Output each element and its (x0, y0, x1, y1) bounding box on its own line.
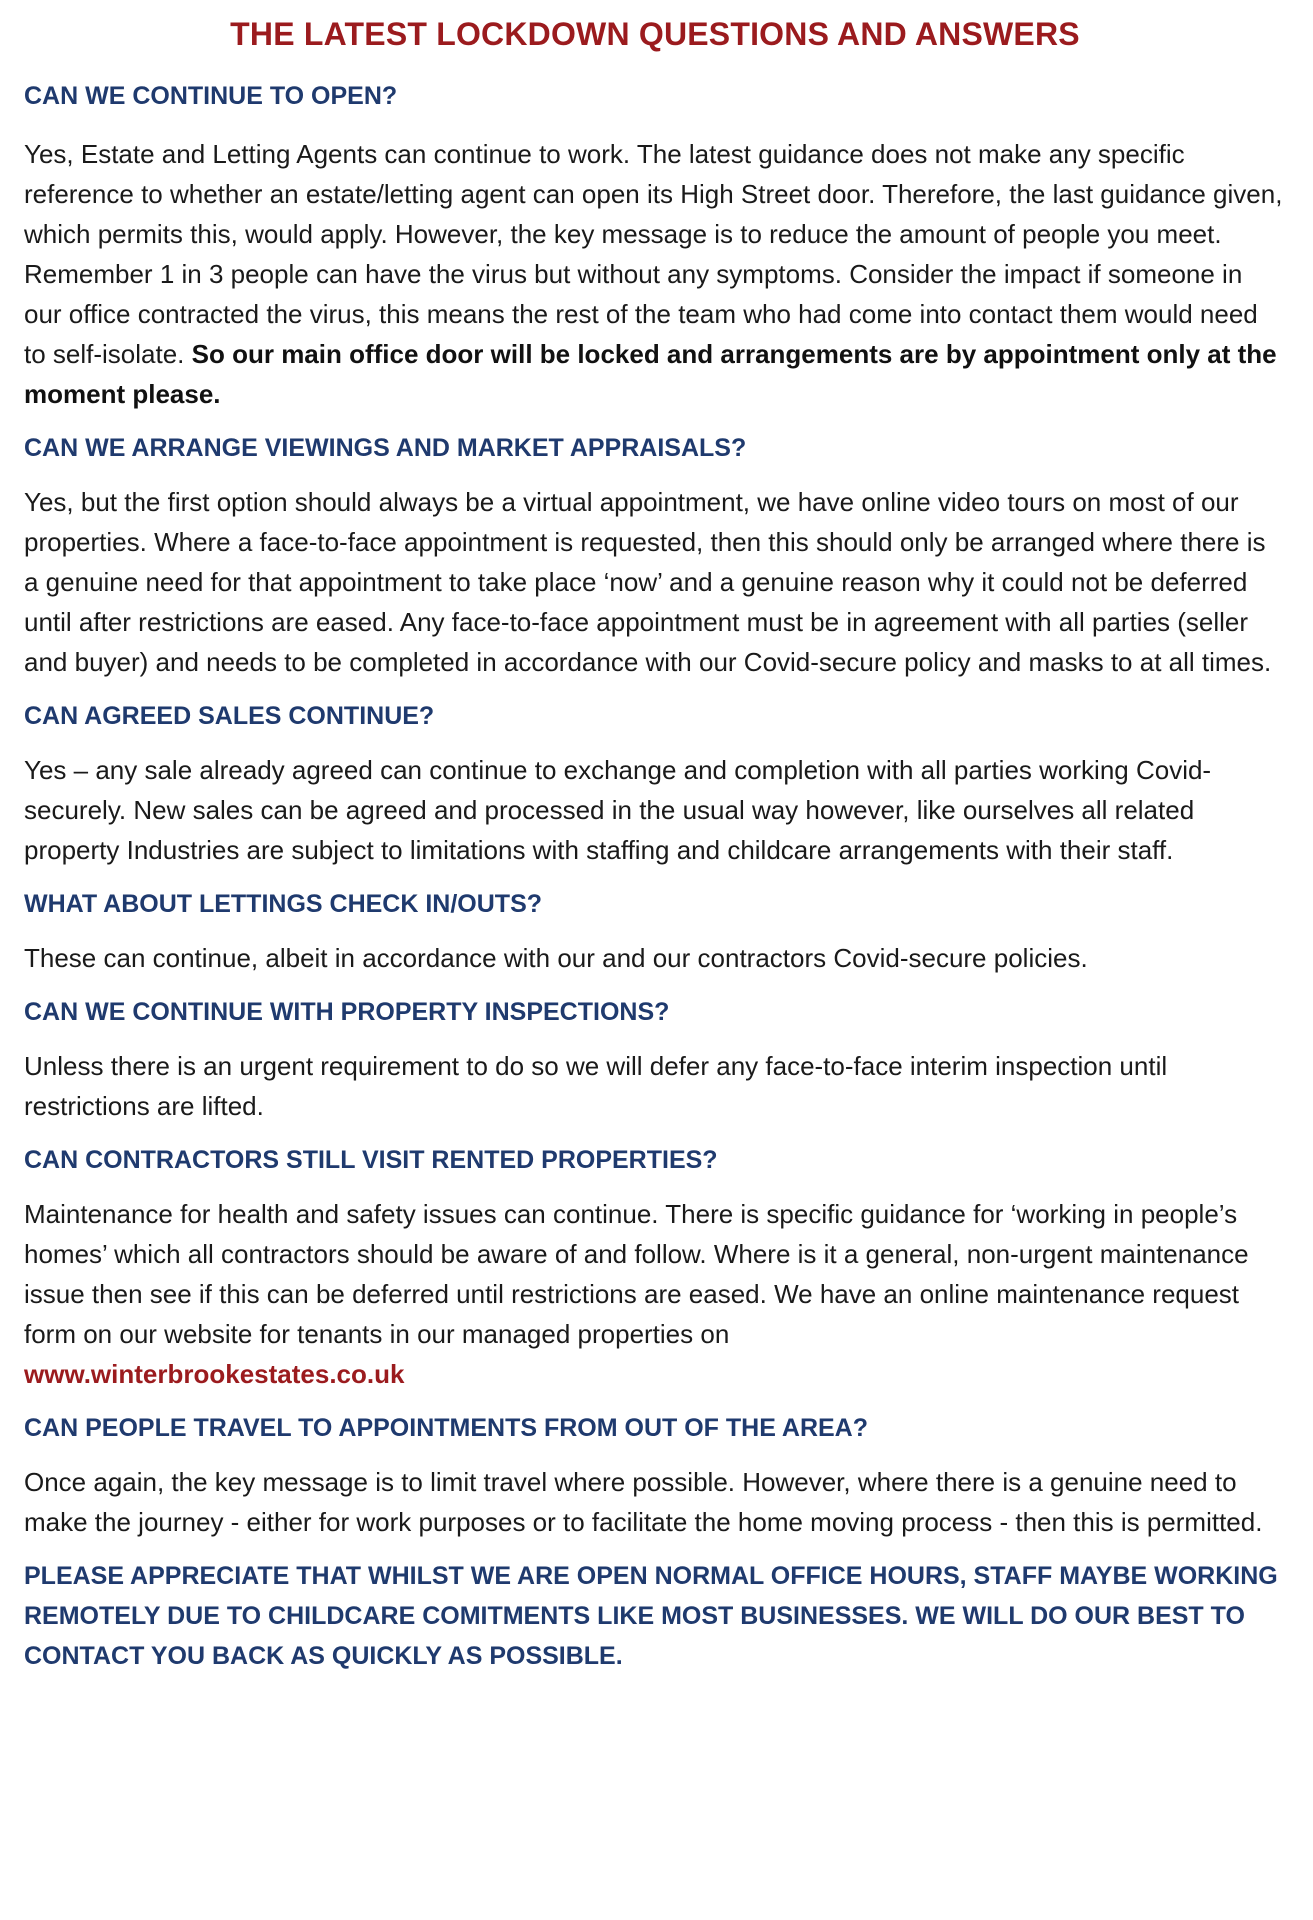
question-heading: CAN WE CONTINUE TO OPEN? (24, 82, 398, 110)
qa-section-contractors (24, 1144, 1286, 1394)
question-heading: CAN WE ARRANGE VIEWINGS AND MARKET APPRAISALS? (24, 434, 747, 462)
answer-text: Yes – any sale already agreed can continue to exchange and completion with all parties working Covid-securely. New sales can be agreed and processed in the usual way however, like ourselves all related property Industries are subject to limitations with staffing and childcare arrangements with their staff. (24, 755, 1212, 865)
document-page (24, 0, 1286, 1676)
answer-text (24, 1194, 1286, 1394)
answer-body: Yes, Estate and Letting Agents can continue to work. The latest guidance does not make any specific reference to whether an estate/letting agent can open its High Street door. Therefore, the last guidance given, which permits this, would apply. However, the key message is to reduce the amount of people you meet. Remember 1 in 3 people can have the virus but without any symptoms. Consider the impact if someone in our office contracted the virus, this means the rest of the team who had come into contact them would need to self-isolate. (24, 139, 1283, 369)
question-heading: CAN AGREED SALES CONTINUE? (24, 702, 435, 730)
website-link[interactable]: www.winterbrookestates.co.uk (24, 1359, 405, 1389)
answer-emphasis: So our main office door will be locked and arrangements are by appointment only at the moment please. (24, 339, 1277, 409)
qa-section-check-ins (24, 888, 1286, 978)
qa-section-viewings (24, 432, 1286, 682)
question-heading: WHAT ABOUT LETTINGS CHECK IN/OUTS? (24, 890, 543, 918)
answer-body: Maintenance for health and safety issues can continue. There is specific guidance for ‘working in people’s homes’ which all contractors should be aware of and follow. Where is it a general, non-urgent maintenance issue then see if this can be deferred until restrictions are eased. We have an online maintenance request form on our website for tenants in our managed properties on (24, 1199, 1249, 1349)
qa-section-agreed-sales (24, 700, 1286, 870)
qa-section-inspections (24, 996, 1286, 1126)
question-heading: CAN PEOPLE TRAVEL TO APPOINTMENTS FROM OUT OF THE AREA? (24, 1414, 869, 1442)
closing-notice: PLEASE APPRECIATE THAT WHILST WE ARE OPEN NORMAL OFFICE HOURS, STAFF MAYBE WORKING REMOTELY DUE TO CHILDCARE COMITMENTS LIKE MOST BUSINESSES. WE WILL DO OUR BEST TO CONTACT YOU BACK AS QUICKLY AS POSSIBLE. (24, 1562, 1278, 1670)
answer-text: Unless there is an urgent requirement to do so we will defer any face-to-face interim inspection until restrictions are lifted. (24, 1051, 1168, 1121)
question-heading: CAN CONTRACTORS STILL VISIT RENTED PROPERTIES? (24, 1146, 718, 1174)
qa-section-open (24, 80, 1286, 414)
answer-text: Yes, but the first option should always be a virtual appointment, we have online video tours on most of our properties. Where a face-to-face appointment is requested, then this should only be arranged where there is a genuine need for that appointment to take place ‘now’ and a genuine reason why it could not be deferred until after restrictions are eased. Any face-to-face appointment must be in agreement with all parties (seller and buyer) and needs to be completed in accordance with our Covid-secure policy and masks to at all times. (24, 487, 1272, 677)
question-heading: CAN WE CONTINUE WITH PROPERTY INSPECTIONS? (24, 998, 670, 1026)
answer-text: Once again, the key message is to limit travel where possible. However, where there is a genuine need to make the journey - either for work purposes or to facilitate the home moving process - then this is permitted. (24, 1467, 1263, 1537)
qa-section-travel (24, 1412, 1286, 1542)
answer-text: These can continue, albeit in accordance with our and our contractors Covid-secure policies. (24, 943, 1088, 973)
answer-text (24, 134, 1286, 414)
document-title: THE LATEST LOCKDOWN QUESTIONS AND ANSWERS (230, 16, 1080, 52)
